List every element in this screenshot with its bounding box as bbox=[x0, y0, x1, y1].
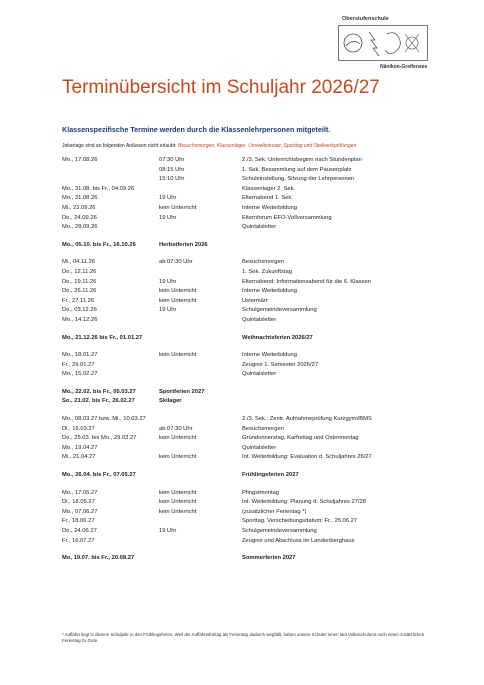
row-date: Mi., 04.11.26 bbox=[62, 259, 96, 266]
row-date: Mo., 31.08. bis Fr., 04.09.26 bbox=[62, 185, 135, 192]
schedule-row bbox=[62, 425, 442, 435]
row-time: 19 Uhr bbox=[159, 214, 177, 221]
row-event: Elternabend 1. Sek. bbox=[242, 195, 293, 202]
row-date: Mi., 23.09.26 bbox=[62, 204, 96, 211]
schedule-row bbox=[62, 537, 442, 547]
row-date: Mo., 18.01.27 bbox=[62, 352, 98, 359]
logo-emblem bbox=[338, 25, 428, 61]
row-date: Mo., 17.08.26 bbox=[62, 157, 98, 163]
schedule-row bbox=[62, 306, 442, 316]
row-event: Weihnachtsferien 2026/27 bbox=[242, 334, 313, 341]
page-subtitle: Klassenspezifische Termine werden durch die Klassenlehrpersonen mitgeteilt. bbox=[62, 125, 331, 134]
schedule-row bbox=[62, 185, 442, 195]
schedule-row bbox=[62, 156, 442, 166]
schedule-row bbox=[62, 194, 442, 204]
row-date: Fr., 18.06.27 bbox=[62, 518, 95, 525]
row-event: Zeugnis und Abschluss im Landenberghaus bbox=[242, 537, 355, 544]
row-event: Quintalsletter bbox=[242, 371, 277, 378]
row-date: Mo., 26.04. bis Fr., 07.05.27 bbox=[62, 472, 136, 479]
page-title: Terminübersicht im Schuljahr 2026/27 bbox=[62, 77, 380, 98]
row-event: 2./3. Sek. Unterrichtsbeginn nach Stundenplan bbox=[242, 157, 362, 163]
schedule-row bbox=[62, 334, 442, 344]
row-date: Do., 19.11.26 bbox=[62, 278, 97, 285]
row-date: Do., 12.11.26 bbox=[62, 268, 97, 275]
footnote: * Auffahrt liegt in diesem Schuljahr in den Frühlingsferien. Weil der Auffahrtsfreitag als Ferientag dadurch wegfällt, haben unsere Schüler:innen laut Volksschulamt noch einen zusätzlichen Ferientag zu Gute. bbox=[62, 632, 425, 644]
row-event: 1. Sek. Besammlung auf dem Pausenplatz bbox=[242, 166, 352, 173]
schedule-list bbox=[62, 156, 442, 564]
row-event: 1. Sek. Zukunftstag bbox=[242, 268, 292, 275]
schedule-row bbox=[62, 297, 442, 307]
logo-school-name: Oberstufenschule bbox=[342, 16, 389, 22]
row-event: Schuleinstellung, Sitzung der Lehrpersonen bbox=[242, 176, 355, 183]
row-time: kein Unterricht bbox=[159, 508, 197, 515]
schedule-row bbox=[62, 370, 442, 380]
row-time: kein Unterricht bbox=[159, 499, 197, 506]
schedule-row bbox=[62, 397, 442, 407]
row-time: 19 Uhr bbox=[159, 278, 177, 285]
row-event: Interne Weiterbildung bbox=[242, 288, 297, 295]
row-time: kein Unterricht bbox=[159, 288, 197, 295]
row-date: Mi., 21.04.27 bbox=[62, 454, 96, 461]
row-event: Int. Weiterbildung: Evaluation d. Schuljahres 26/27 bbox=[242, 454, 372, 461]
row-event: Ustermärt bbox=[242, 297, 268, 304]
row-time: ab 07:30 Uhr bbox=[159, 259, 193, 266]
row-event: Elternforum EFO-Vollversammlung bbox=[242, 214, 332, 221]
row-event: Besuchsmorgen bbox=[242, 259, 284, 266]
row-event: Frühlingsferien 2027 bbox=[242, 472, 299, 479]
row-time: Sportferien 2027 bbox=[159, 388, 205, 395]
row-time: kein Unterricht bbox=[159, 454, 197, 461]
row-event: Quintalsletter bbox=[242, 444, 277, 451]
row-event: (zusätzlicher Ferientag *) bbox=[242, 508, 307, 515]
schedule-row bbox=[62, 241, 442, 251]
logo-school-location: Nänikon-Greifensee bbox=[380, 64, 428, 70]
row-time: kein Unterricht bbox=[159, 297, 197, 304]
schedule-row bbox=[62, 278, 442, 288]
row-date: Mo., 22.02. bis Fr., 05.03.27 bbox=[62, 388, 136, 395]
row-time: 19 Uhr bbox=[159, 307, 177, 314]
row-time: kein Unterricht bbox=[159, 352, 197, 359]
row-event: Interne Weiterbildung bbox=[242, 204, 297, 211]
schedule-row bbox=[62, 453, 442, 463]
row-date: Do., 25.03. bis Mo., 29.03.27 bbox=[62, 435, 137, 442]
row-date: Do., 26.11.26 bbox=[62, 288, 97, 295]
row-event: Sporttag. Verschiebungsdatum: Fr., 25.06.27 bbox=[242, 518, 358, 525]
row-event: Quintalsletter bbox=[242, 316, 277, 323]
row-date: Do., 03.12.26 bbox=[62, 307, 97, 314]
schedule-row bbox=[62, 258, 442, 268]
row-date: Do., 24.09.26 bbox=[62, 214, 97, 221]
joker-note bbox=[62, 143, 356, 149]
schedule-row bbox=[62, 351, 442, 361]
row-time: Herbstferien 2026 bbox=[159, 241, 208, 248]
schedule-row bbox=[62, 508, 442, 518]
schedule-row bbox=[62, 517, 442, 527]
row-date: Mo., 05.10. bis Fr., 16.10.26 bbox=[62, 241, 136, 248]
logo-emblem-icon bbox=[339, 26, 427, 60]
schedule-row bbox=[62, 204, 442, 214]
row-time: ab 07:30 Uhr bbox=[159, 425, 193, 432]
row-date: Mo., 19.04.27 bbox=[62, 444, 98, 451]
row-event: Int. Weiterbildung: Planung d. Schuljahres 27/28 bbox=[242, 499, 366, 506]
school-logo bbox=[338, 16, 442, 70]
row-date: So., 21.02. bis Fr., 26.02.27 bbox=[62, 398, 135, 405]
schedule-row bbox=[62, 268, 442, 278]
row-date: Mo., 08.03.27 bzw. Mi., 10.03.27 bbox=[62, 416, 146, 423]
schedule-row bbox=[62, 434, 442, 444]
row-date: Mo., 17.05.27 bbox=[62, 489, 98, 496]
schedule-row bbox=[62, 388, 442, 398]
row-time: 19 Uhr bbox=[159, 528, 177, 534]
row-time: 08:15 Uhr bbox=[159, 166, 185, 173]
schedule-row bbox=[62, 444, 442, 454]
row-time: kein Unterricht bbox=[159, 435, 197, 442]
schedule-row bbox=[62, 554, 442, 564]
schedule-row bbox=[62, 223, 442, 233]
row-event: Interne Weiterbildung bbox=[242, 352, 297, 359]
schedule-row bbox=[62, 415, 442, 425]
schedule-row bbox=[62, 287, 442, 297]
schedule-row bbox=[62, 498, 442, 508]
row-time: kein Unterricht bbox=[159, 204, 197, 211]
schedule-row bbox=[62, 489, 442, 499]
row-event: Gründonnerstag, Karfreitag und Ostermontag bbox=[242, 435, 359, 442]
schedule-row bbox=[62, 316, 442, 326]
row-date: Fr., 16.07.27 bbox=[62, 537, 95, 544]
row-time: kein Unterricht bbox=[159, 489, 197, 496]
row-date: Mo., 14.12.26 bbox=[62, 316, 98, 323]
row-date: Mo., 15.02.27 bbox=[62, 371, 98, 378]
row-date: Do., 24.06.27 bbox=[62, 528, 97, 534]
row-event: Schulgemeindeversammlung bbox=[242, 307, 317, 314]
row-event: Schulgemeindeversammlung bbox=[242, 528, 317, 534]
row-date: Mo., 28.09.26 bbox=[62, 224, 98, 231]
row-event: Klassenlager 2. Sek. bbox=[242, 185, 296, 192]
row-event: Elternabend: Informationsabend für die 6. Klassen bbox=[242, 278, 371, 285]
row-date: Di., 18.05.27 bbox=[62, 499, 95, 506]
row-date: Mo, 19.07. bis Fr., 20.08.27 bbox=[62, 555, 135, 562]
joker-label: Jokertage sind an folgenden Anlässen nicht erlaubt: bbox=[62, 143, 177, 149]
row-event: Pfingstmontag bbox=[242, 489, 280, 496]
schedule-row bbox=[62, 214, 442, 224]
row-event: 2./3. Sek.: Zentr. Aufnahmeprüfung Kurzgymi/BMS bbox=[242, 416, 372, 423]
row-date: Mo., 31.08.26 bbox=[62, 195, 98, 202]
row-time: 19 Uhr bbox=[159, 195, 177, 202]
row-date: Mo., 21.12.26 bis Fr., 01.01.27 bbox=[62, 334, 143, 341]
row-date: Mo., 07.06.27 bbox=[62, 508, 98, 515]
row-time: 15:10 Uhr bbox=[159, 176, 185, 183]
row-time: Skilager bbox=[159, 398, 182, 405]
row-time: 07:30 Uhr bbox=[159, 157, 185, 163]
joker-list: Besuchsmorgen, Klassenlager, Umwelteinsatz, Sporttag und Stellwerkprüfungen bbox=[177, 143, 357, 149]
row-event: Sommerferien 2027 bbox=[242, 555, 296, 562]
schedule-row bbox=[62, 166, 442, 176]
row-date: Di., 16.03.27 bbox=[62, 425, 95, 432]
schedule-row bbox=[62, 527, 442, 537]
row-date: Fr., 27.11.26 bbox=[62, 297, 95, 304]
row-event: Besuchsmorgen bbox=[242, 425, 284, 432]
row-date: Fr., 29.01.27 bbox=[62, 361, 95, 368]
schedule-row bbox=[62, 471, 442, 481]
schedule-row bbox=[62, 361, 442, 371]
row-event: Quintalsletter bbox=[242, 224, 277, 231]
schedule-row bbox=[62, 175, 442, 185]
row-event: Zeugnis 1. Semester 2026/27 bbox=[242, 361, 319, 368]
